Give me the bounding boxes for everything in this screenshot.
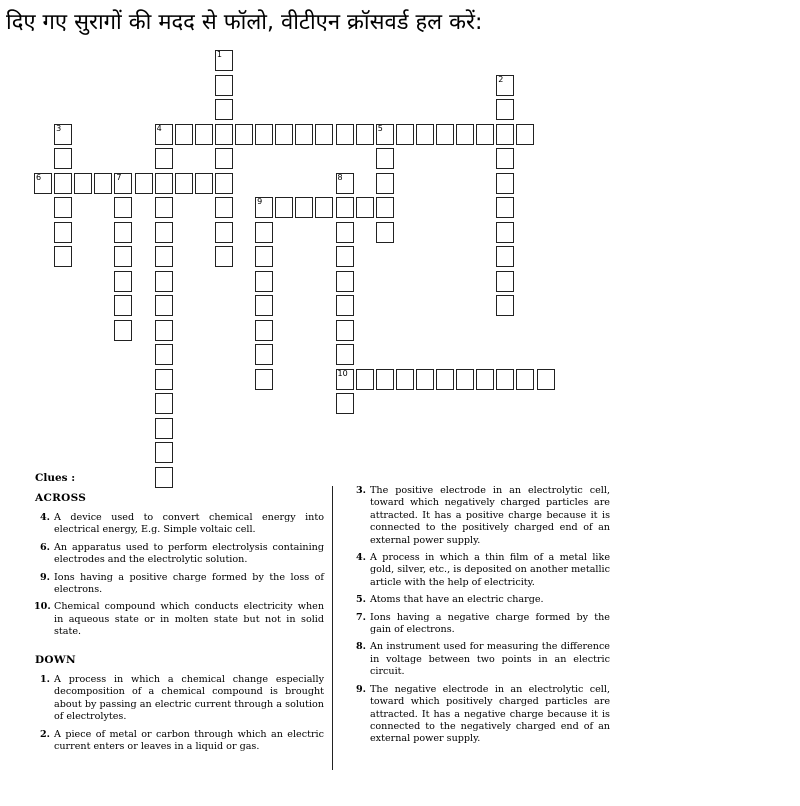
clue-number: 7 — [116, 172, 122, 182]
across-heading: ACROSS — [35, 492, 87, 504]
crossword-cell[interactable] — [215, 50, 233, 71]
clue-number: 2 — [498, 74, 504, 84]
crossword-cell[interactable] — [356, 124, 374, 145]
crossword-cell[interactable] — [215, 173, 233, 194]
crossword-cell[interactable] — [155, 222, 173, 243]
crossword-cell[interactable] — [496, 295, 514, 316]
crossword-cell[interactable] — [336, 271, 354, 292]
crossword-cell[interactable] — [34, 173, 52, 194]
clue-item-number: 7. — [355, 611, 366, 623]
crossword-cell[interactable] — [54, 124, 72, 145]
crossword-cell[interactable] — [336, 320, 354, 341]
clue-number: 5 — [377, 123, 383, 133]
crossword-cell[interactable] — [155, 271, 173, 292]
clue-number: 9 — [257, 197, 263, 206]
down-heading: DOWN — [35, 654, 76, 666]
crossword-cell[interactable] — [476, 369, 494, 390]
crossword-cell[interactable] — [155, 344, 173, 365]
crossword-cell[interactable] — [175, 124, 193, 145]
crossword-cell[interactable] — [436, 369, 454, 390]
crossword-cell[interactable] — [255, 344, 273, 365]
crossword-cell[interactable] — [155, 295, 173, 316]
crossword-cell[interactable] — [255, 246, 273, 267]
crossword-cell[interactable] — [54, 173, 72, 194]
crossword-cell[interactable] — [215, 148, 233, 169]
clue-item-number: 9. — [355, 683, 366, 695]
across-clue-list — [34, 512, 324, 644]
crossword-cell[interactable] — [496, 222, 514, 243]
clue-item-text: A process in which a chemical change especially decomposition of a chemical compound is brought about by passing an electric current through a solution of electrolytes. — [54, 674, 324, 723]
crossword-cell[interactable] — [496, 75, 514, 96]
page-heading: दिए गए सुरागों की मदद से फॉलो, वीटीएन क्रॉसवर्ड हल करें: — [6, 10, 483, 35]
crossword-cell[interactable] — [496, 173, 514, 194]
crossword-cell[interactable] — [155, 148, 173, 169]
clue-number: 8 — [337, 172, 343, 182]
crossword-cell[interactable] — [396, 369, 414, 390]
crossword-cell[interactable] — [215, 75, 233, 96]
crossword-cell[interactable] — [255, 369, 273, 390]
crossword-cell[interactable] — [516, 124, 534, 145]
clue-item — [350, 641, 610, 678]
clue-item-number: 4. — [39, 512, 50, 523]
crossword-cell[interactable] — [54, 246, 72, 267]
crossword-cell[interactable] — [376, 197, 394, 218]
crossword-cell[interactable] — [114, 173, 132, 194]
crossword-cell[interactable] — [255, 271, 273, 292]
clue-item — [350, 485, 610, 547]
crossword-cell[interactable] — [215, 246, 233, 267]
crossword-cell[interactable] — [155, 173, 173, 194]
crossword-cell[interactable] — [155, 197, 173, 218]
clue-item-text: An apparatus used to perform electrolysis containing electrodes and the electrolytic solution. — [54, 541, 324, 566]
crossword-cell[interactable] — [54, 222, 72, 243]
crossword-cell[interactable] — [155, 418, 173, 439]
clue-item — [350, 552, 610, 589]
crossword-cell[interactable] — [476, 124, 494, 145]
crossword-cell[interactable] — [135, 173, 153, 194]
clue-item-number: 2. — [39, 728, 50, 740]
crossword-cell[interactable] — [376, 222, 394, 243]
crossword-cell[interactable] — [336, 369, 354, 390]
crossword-cell[interactable] — [215, 197, 233, 218]
clue-item-number: 8. — [355, 641, 366, 653]
crossword-cell[interactable] — [175, 173, 193, 194]
clue-item — [350, 612, 610, 637]
crossword-cell[interactable] — [255, 320, 273, 341]
crossword-cell[interactable] — [275, 124, 293, 145]
crossword-cell[interactable] — [54, 197, 72, 218]
crossword-cell[interactable] — [155, 393, 173, 414]
crossword-cell[interactable] — [215, 99, 233, 120]
clue-item — [34, 512, 324, 537]
crossword-cell[interactable] — [336, 393, 354, 414]
clue-item — [350, 594, 610, 606]
crossword-cell[interactable] — [255, 222, 273, 243]
crossword-cell[interactable] — [155, 124, 173, 145]
crossword-cell[interactable] — [295, 124, 313, 145]
clue-item — [34, 572, 324, 597]
crossword-cell[interactable] — [155, 369, 173, 390]
clue-item-number: 5. — [355, 594, 366, 606]
crossword-cell[interactable] — [315, 197, 333, 218]
crossword-cell[interactable] — [496, 148, 514, 169]
clue-item-text: Chemical compound which conducts electricity when in aqueous state or in molten state but not in solid state. — [54, 601, 324, 638]
clue-item — [350, 684, 610, 746]
crossword-cell[interactable] — [195, 173, 213, 194]
crossword-cell[interactable] — [336, 246, 354, 267]
crossword-cell[interactable] — [155, 246, 173, 267]
crossword-cell[interactable] — [74, 173, 92, 194]
clue-item-text: The negative electrode in an electrolytic cell, toward which positively charged particles are attracted. It has a negative charge because it is connected to the negatively charged end of an external power supply. — [370, 683, 610, 745]
clue-item-text: A process in which a thin film of a metal like gold, silver, etc., is deposited on another metallic article with the help of electricity. — [370, 552, 610, 588]
crossword-cell[interactable] — [416, 124, 434, 145]
clue-item-text: The positive electrode in an electrolytic cell, toward which negatively charged particles are attracted. It has a positive charge because it is connected to the positively charged end of an external power supply. — [370, 485, 610, 546]
crossword-cell[interactable] — [496, 369, 514, 390]
crossword-cell[interactable] — [356, 197, 374, 218]
clue-item-text: Ions having a positive charge formed by the loss of electrons. — [54, 571, 324, 596]
clue-item — [34, 542, 324, 567]
crossword-cell[interactable] — [496, 246, 514, 267]
crossword-cell[interactable] — [215, 124, 233, 145]
clue-item — [34, 729, 324, 754]
crossword-cell[interactable] — [295, 197, 313, 218]
crossword-cell[interactable] — [496, 124, 514, 145]
crossword-cell[interactable] — [436, 124, 454, 145]
clue-item-number: 3. — [355, 485, 366, 496]
crossword-cell[interactable] — [376, 124, 394, 145]
clue-number: 6 — [36, 172, 42, 182]
crossword-cell[interactable] — [336, 173, 354, 194]
crossword-cell[interactable] — [537, 369, 555, 390]
crossword-cell[interactable] — [255, 295, 273, 316]
clue-item-number: 9. — [39, 571, 50, 583]
down-clue-list-right — [350, 485, 610, 751]
crossword-cell[interactable] — [215, 222, 233, 243]
crossword-cell[interactable] — [336, 222, 354, 243]
crossword-cell[interactable] — [114, 222, 132, 243]
crossword-cell[interactable] — [114, 246, 132, 267]
crossword-cell[interactable] — [336, 344, 354, 365]
crossword-cell[interactable] — [336, 197, 354, 218]
crossword-cell[interactable] — [94, 173, 112, 194]
column-divider — [332, 486, 333, 770]
crossword-cell[interactable] — [255, 197, 273, 218]
crossword-cell[interactable] — [376, 173, 394, 194]
clue-item-text: A piece of metal or carbon through which an electric current enters or leaves in a liquid or gas. — [54, 728, 324, 753]
crossword-cell[interactable] — [336, 295, 354, 316]
crossword-cell[interactable] — [496, 271, 514, 292]
crossword-cell[interactable] — [255, 124, 273, 145]
clue-item — [34, 674, 324, 724]
clue-number: 1 — [216, 50, 222, 59]
clue-item-text: An instrument used for measuring the difference in voltage between two points in an electric circuit. — [370, 641, 610, 678]
crossword-cell[interactable] — [114, 197, 132, 218]
clue-number: 3 — [56, 123, 62, 133]
clue-item-number: 4. — [355, 552, 366, 564]
crossword-cell[interactable] — [114, 271, 132, 292]
crossword-cell[interactable] — [456, 369, 474, 390]
clue-item — [34, 601, 324, 638]
crossword-cell[interactable] — [155, 320, 173, 341]
clue-item-text: Ions having a negative charge formed by the gain of electrons. — [370, 611, 610, 636]
crossword-cell[interactable] — [155, 442, 173, 463]
crossword-cell[interactable] — [376, 148, 394, 169]
clue-item-number: 1. — [39, 674, 50, 685]
clue-item-number: 6. — [39, 541, 50, 553]
crossword-cell[interactable] — [456, 124, 474, 145]
clue-item-text: Atoms that have an electric charge. — [370, 594, 544, 606]
clues-title: Clues : — [35, 472, 76, 484]
down-clue-list-left — [34, 674, 324, 758]
clue-item-text: A device used to convert chemical energy into electrical energy, E.g. Simple voltaic cell. — [54, 512, 324, 536]
crossword-cell[interactable] — [356, 369, 374, 390]
clue-number: 4 — [156, 123, 162, 133]
crossword-cell[interactable] — [336, 124, 354, 145]
crossword-cell[interactable] — [275, 197, 293, 218]
crossword-cell[interactable] — [516, 369, 534, 390]
crossword-cell[interactable] — [54, 148, 72, 169]
crossword-cell[interactable] — [376, 369, 394, 390]
crossword-cell[interactable] — [114, 295, 132, 316]
crossword-cell[interactable] — [315, 124, 333, 145]
crossword-cell[interactable] — [396, 124, 414, 145]
clue-item-number: 10. — [34, 601, 51, 613]
crossword-cell[interactable] — [114, 320, 132, 341]
clue-number: 10 — [337, 368, 348, 378]
crossword-cell[interactable] — [235, 124, 253, 145]
crossword-cell[interactable] — [195, 124, 213, 145]
crossword-cell[interactable] — [496, 99, 514, 120]
crossword-cell[interactable] — [496, 197, 514, 218]
crossword-cell[interactable] — [155, 467, 173, 488]
crossword-cell[interactable] — [416, 369, 434, 390]
